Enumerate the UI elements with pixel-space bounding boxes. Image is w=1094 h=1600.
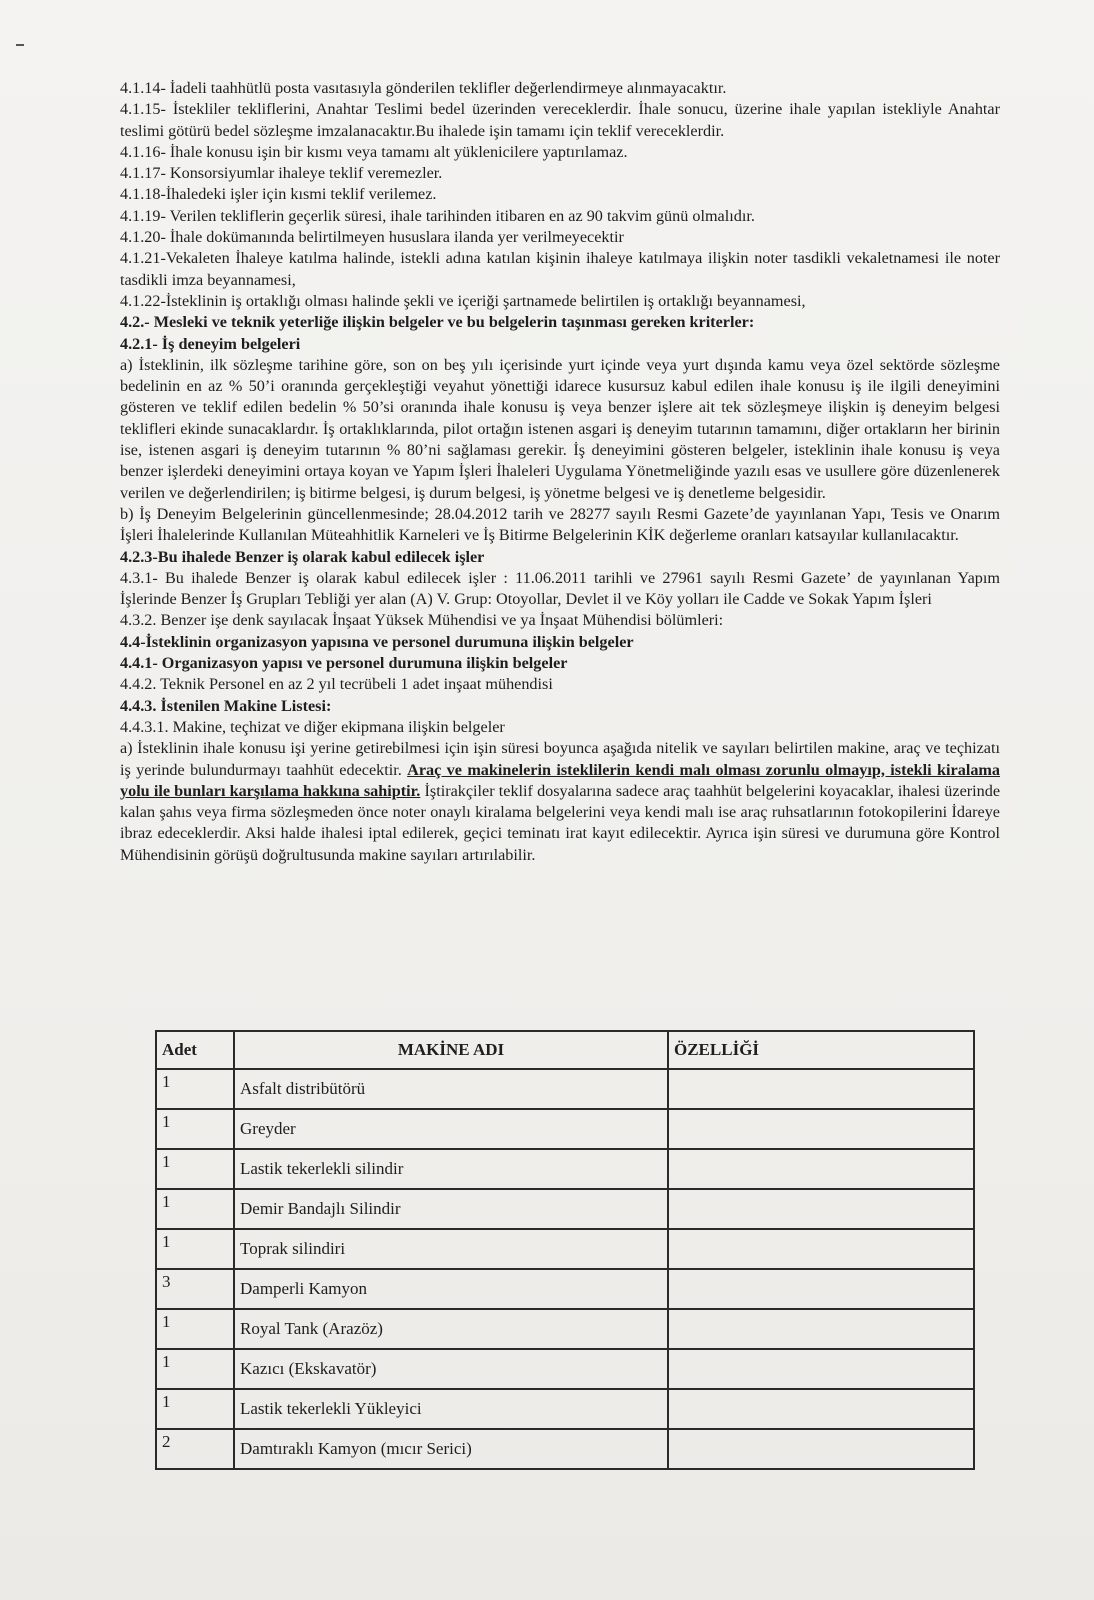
header-qty: Adet bbox=[156, 1031, 234, 1069]
paragraph: 4.1.17- Konsorsiyumlar ihaleye teklif veremezler. bbox=[120, 164, 443, 183]
spec-cell bbox=[668, 1309, 974, 1349]
table-row bbox=[156, 1069, 974, 1109]
machine-name-cell: Damtıraklı Kamyon (mıcır Serici) bbox=[234, 1429, 668, 1469]
qty-cell: 1 bbox=[156, 1229, 234, 1269]
machine-name-cell: Lastik tekerlekli silindir bbox=[234, 1149, 668, 1189]
machine-name-cell: Asfalt distribütörü bbox=[234, 1069, 668, 1109]
machine-name-cell: Kazıcı (Ekskavatör) bbox=[234, 1349, 668, 1389]
section-heading: 4.4.3. İstenilen Makine Listesi: bbox=[120, 696, 332, 715]
table-row bbox=[156, 1349, 974, 1389]
paragraph: 4.4.2. Teknik Personel en az 2 yıl tecrübeli 1 adet inşaat mühendisi bbox=[120, 675, 553, 694]
qty-cell: 2 bbox=[156, 1429, 234, 1469]
table-row bbox=[156, 1269, 974, 1309]
machine-name-cell: Damperli Kamyon bbox=[234, 1269, 668, 1309]
paragraph: 4.1.19- Verilen tekliflerin geçerlik süresi, ihale tarihinden itibaren en az 90 takvim günü olmalıdır. bbox=[120, 206, 755, 225]
paragraph: 4.1.20- İhale dokümanında belirtilmeyen hususlara ilanda yer verilmeyecektir bbox=[120, 228, 624, 247]
machine-requirement-paragraph bbox=[120, 738, 1000, 866]
spec-cell bbox=[668, 1189, 974, 1229]
requirement-text-start: a) İsteklinin ihale konusu işi yerine getirebilmesi için işin süresi boyunca aşağıda nitelik ve sayıları belirtilen makine, araç ve teçhizatı iş yerinde bulundurmayı taahhüt edecektir. bbox=[120, 739, 1000, 779]
machine-name-cell: Lastik tekerlekli Yükleyici bbox=[234, 1389, 668, 1429]
paragraph: 4.3.2. Benzer işe denk sayılacak İnşaat Yüksek Mühendisi ve ya İnşaat Mühendisi bölümleri: bbox=[120, 611, 724, 630]
qty-cell: 1 bbox=[156, 1349, 234, 1389]
paragraph: 4.3.1- Bu ihalede Benzer iş olarak kabul edilecek işler : 11.06.2011 tarihli ve 27961 sayılı Resmi Gazete’ de yayınlanan Yapım İşlerinde Benzer İş Grupları Tebliği yer alan (A) V. Grup: Otoyollar, Devlet il ve Köy yolları ile Cadde ve Sokak Yapım İşleri bbox=[120, 568, 1000, 609]
paragraph: 4.1.14- İadeli taahhütlü posta vasıtasıyla gönderilen teklifler değerlendirmeye alınmayacaktır. bbox=[120, 79, 727, 97]
section-heading: 4.4.1- Organizasyon yapısı ve personel durumuna ilişkin belgeler bbox=[120, 654, 568, 673]
qty-cell: 1 bbox=[156, 1309, 234, 1349]
section-heading: 4.2.3-Bu ihalede Benzer iş olarak kabul edilecek işler bbox=[120, 547, 485, 566]
table-row bbox=[156, 1389, 974, 1429]
paragraph: 4.1.18-İhaledeki işler için kısmi teklif verilemez. bbox=[120, 185, 437, 204]
spec-cell bbox=[668, 1389, 974, 1429]
paragraph: a) İsteklinin, ilk sözleşme tarihine göre, son on beş yılı içerisinde yurt içinde veya yurt dışında kamu veya özel sektörde sözleşme bedelinin en az % 50’i oranında gerçekleştiği veyahut yönettiği idarece kusursuz kabul edilen ihale konusu iş ile ilgili deneyimini gösteren ve teklif edilen bedelin % 50’si oranında ihale konusu iş veya benzer işlere ait tek sözleşmeye ilişkin iş deneyim belgesi teklifleri ekinde sunacaklardır. İş ortaklıklarında, pilot ortağın istenen asgari iş deneyim tutarının tamamını, diğer ortakların her birinin ise, istenen asgari iş deneyim tutarının % 80’ni sağlaması gerekir. İş deneyimini gösteren belgeler, isteklinin ihale konusu iş veya benzer işlerdeki deneyimini ortaya koyan ve Yapım İşleri İhaleleri Uygulama Yönetmeliğinde yazılı esas ve usullere göre düzenlenerek verilen ve değerlendirilen; iş bitirme belgesi, iş durum belgesi, iş yönetme belgesi ve iş denetleme belgesidir. bbox=[120, 355, 1000, 502]
spec-cell bbox=[668, 1269, 974, 1309]
qty-cell: 1 bbox=[156, 1389, 234, 1429]
section-heading: 4.2.- Mesleki ve teknik yeterliğe ilişkin belgeler ve bu belgelerin taşınması gereken kriterler: bbox=[120, 313, 755, 332]
qty-cell: 3 bbox=[156, 1269, 234, 1309]
qty-cell: 1 bbox=[156, 1189, 234, 1229]
requirement-text-end: İştirakçiler teklif dosyalarına sadece araç taahhüt belgelerini koyacaklar, ihalesi üzerinde kalan şahıs veya firma sözleşmeden önce noter onaylı kiralama belgelerini veya kendi malı ise araç ruhsatlarının fotokopilerini İdareye ibraz edeceklerdir. Aksi halde ihalesi iptal edilerek, geçici teminatı irat kayıt edilecektir. Ayrıca işin süresi ve durumuna göre Kontrol Mühendisinin görüşü doğrultusunda makine sayıları artırılabilir. bbox=[120, 781, 1001, 864]
header-machine-name: MAKİNE ADI bbox=[234, 1031, 668, 1069]
qty-cell: 1 bbox=[156, 1149, 234, 1189]
qty-cell: 1 bbox=[156, 1109, 234, 1149]
machine-name-cell: Royal Tank (Arazöz) bbox=[234, 1309, 668, 1349]
section-heading: 4.4-İsteklinin organizasyon yapısına ve personel durumuna ilişkin belgeler bbox=[120, 632, 634, 651]
spec-cell bbox=[668, 1109, 974, 1149]
paragraph: 4.1.15- İstekliler tekliflerini, Anahtar Teslimi bedel üzerinden vereceklerdir. İhale sonucu, üzerine ihale yapılan istekliyle Anahtar teslimi götürü bedel sözleşme imzalanacaktır.Bu ihalede işin tamamı için teklif vereceklerdir. bbox=[120, 100, 1000, 140]
machine-list-table bbox=[155, 1030, 975, 1470]
machine-rows bbox=[156, 1069, 974, 1469]
table-row bbox=[156, 1189, 974, 1229]
margin-mark bbox=[16, 44, 24, 46]
section-heading: 4.2.1- İş deneyim belgeleri bbox=[120, 334, 301, 353]
paragraph: 4.1.21-Vekaleten İhaleye katılma halinde, istekli adına katılan kişinin ihaleye katılmaya ilişkin noter tasdikli vekaletnamesi ile noter tasdikli imza beyannamesi, bbox=[120, 249, 1000, 289]
table-row bbox=[156, 1109, 974, 1149]
rental-clause-underlined: Araç ve makinelerin isteklilerin kendi malı olması zorunlu olmayıp, istekli kiralama yolu ile bunları karşılama hakkına sahiptir. bbox=[120, 760, 1000, 800]
machine-name-cell: Greyder bbox=[234, 1109, 668, 1149]
qty-cell: 1 bbox=[156, 1069, 234, 1109]
spec-cell bbox=[668, 1069, 974, 1109]
table-header-row bbox=[156, 1031, 974, 1069]
table-row bbox=[156, 1309, 974, 1349]
machine-name-cell: Toprak silindiri bbox=[234, 1229, 668, 1269]
paragraph-list bbox=[120, 78, 1000, 738]
table-row bbox=[156, 1149, 974, 1189]
paragraph: 4.1.22-İsteklinin iş ortaklığı olması halinde şekli ve içeriği şartnamede belirtilen iş ortaklığı beyannamesi, bbox=[120, 291, 806, 310]
table-row bbox=[156, 1229, 974, 1269]
paragraph: 4.1.16- İhale konusu işin bir kısmı veya tamamı alt yüklenicilere yaptırılamaz. bbox=[120, 142, 628, 161]
machine-name-cell: Demir Bandajlı Silindir bbox=[234, 1189, 668, 1229]
paragraph: b) İş Deneyim Belgelerinin güncellenmesinde; 28.04.2012 tarih ve 28277 sayılı Resmi Gazete’de yayınlanan Yapı, Tesis ve Onarım İşleri İhalelerinde Kullanılan Müteahhitlik Karneleri ve İş Bitirme Belgelerinin KİK değerleme oranları katsayılar kullanılacaktır. bbox=[120, 504, 1000, 545]
document-body bbox=[120, 78, 1000, 866]
spec-cell bbox=[668, 1349, 974, 1389]
spec-cell bbox=[668, 1149, 974, 1189]
header-spec: ÖZELLİĞİ bbox=[668, 1031, 974, 1069]
spec-cell bbox=[668, 1429, 974, 1469]
spec-cell bbox=[668, 1229, 974, 1269]
table-row bbox=[156, 1429, 974, 1469]
paragraph: 4.4.3.1. Makine, teçhizat ve diğer ekipmana ilişkin belgeler bbox=[120, 717, 505, 736]
